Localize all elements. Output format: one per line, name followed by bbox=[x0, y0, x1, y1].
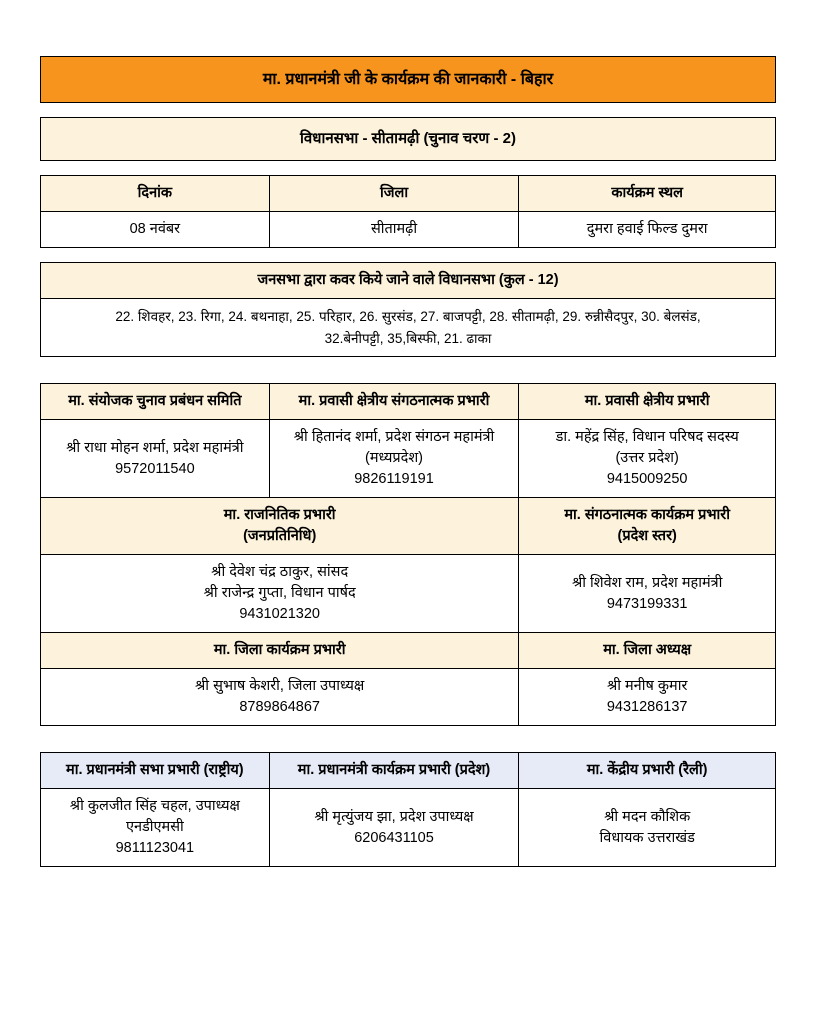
officials-district-program-phone: 8789864867 bbox=[239, 699, 320, 716]
event-district: सीतामढ़ी bbox=[269, 211, 519, 247]
officials-table bbox=[40, 383, 776, 726]
officials-convenor-phone: 9572011540 bbox=[115, 460, 195, 477]
officials-header-organizational bbox=[519, 498, 776, 555]
title-table bbox=[40, 56, 776, 103]
officials-cell-pravasi-regional bbox=[519, 420, 776, 498]
officials-organizational-name: श्री शिवेश राम, प्रदेश महामंत्री bbox=[571, 574, 723, 591]
title-row bbox=[41, 57, 776, 103]
officials-pravasi-org-state: (मध्यप्रदेश) bbox=[365, 450, 424, 467]
officials-political-name-2: श्री राजेन्द्र गुप्ता, विधान पार्षद bbox=[203, 585, 356, 602]
officials-district-program-name: श्री सुभाष केशरी, जिला उपाध्यक्ष bbox=[195, 678, 365, 695]
officials-political-phone: 9431021320 bbox=[239, 606, 320, 623]
officials-cell-convenor bbox=[41, 420, 270, 498]
event-date: 08 नवंबर bbox=[41, 211, 270, 247]
officials-pravasi-org-phone: 9826119191 bbox=[354, 471, 434, 488]
officials-cell-district-president bbox=[519, 669, 776, 726]
officials-row1-body bbox=[41, 420, 776, 498]
officials-district-president-name: श्री मनीष कुमार bbox=[606, 678, 688, 695]
event-header-district: जिला bbox=[269, 175, 519, 211]
officials-header-convenor: मा. संयोजक चुनाव प्रबंधन समिति bbox=[41, 384, 270, 420]
document-subtitle: विधानसभा - सीतामढ़ी (चुनाव चरण - 2) bbox=[41, 118, 776, 161]
national-body-row bbox=[41, 789, 776, 867]
officials-row2-header bbox=[41, 498, 776, 555]
officials-pravasi-regional-name: डा. महेंद्र सिंह, विधान परिषद सदस्य bbox=[555, 429, 739, 446]
officials-header-organizational-l1: मा. संगठनात्मक कार्यक्रम प्रभारी bbox=[564, 507, 730, 524]
officials-header-pravasi-org: मा. प्रवासी क्षेत्रीय संगठनात्मक प्रभारी bbox=[269, 384, 519, 420]
officials-organizational-phone: 9473199331 bbox=[606, 595, 688, 612]
national-cell-program bbox=[269, 789, 519, 867]
national-cell-central bbox=[519, 789, 776, 867]
coverage-line-2: 32.बेनीपट्टी, 35,बिस्फी, 21. ढाका bbox=[324, 330, 492, 346]
subtitle-table bbox=[40, 117, 776, 161]
national-cell-sabha bbox=[41, 789, 270, 867]
coverage-table bbox=[40, 262, 776, 357]
officials-cell-pravasi-org bbox=[269, 420, 519, 498]
officials-header-district-president: मा. जिला अध्यक्ष bbox=[519, 633, 776, 669]
section-spacer bbox=[40, 371, 776, 383]
officials-row3-header bbox=[41, 633, 776, 669]
event-table bbox=[40, 175, 776, 248]
national-sabha-name: श्री कुलजीत सिंह चहल, उपाध्यक्ष bbox=[69, 798, 240, 815]
national-header-program: मा. प्रधानमंत्री कार्यक्रम प्रभारी (प्रदेश) bbox=[269, 753, 519, 789]
officials-row3-body bbox=[41, 669, 776, 726]
event-data-row bbox=[41, 211, 776, 247]
event-venue: दुमरा हवाई फिल्ड दुमरा bbox=[519, 211, 776, 247]
officials-row1-header bbox=[41, 384, 776, 420]
national-header-sabha: मा. प्रधानमंत्री सभा प्रभारी (राष्ट्रीय) bbox=[41, 753, 270, 789]
national-sabha-org: एनडीएमसी bbox=[125, 819, 184, 836]
national-program-phone: 6206431105 bbox=[354, 829, 434, 846]
coverage-header: जनसभा द्वारा कवर किये जाने वाले विधानसभा (कुल - 12) bbox=[41, 262, 776, 298]
officials-header-political-l2: (जनप्रतिनिधि) bbox=[243, 528, 317, 545]
officials-cell-political bbox=[41, 555, 519, 633]
coverage-body-row bbox=[41, 298, 776, 356]
officials-convenor-name: श्री राधा मोहन शर्मा, प्रदेश महामंत्री bbox=[66, 439, 244, 456]
event-header-row bbox=[41, 175, 776, 211]
document-title: मा. प्रधानमंत्री जी के कार्यक्रम की जानकारी - बिहार bbox=[41, 57, 776, 103]
national-header-central: मा. केंद्रीय प्रभारी (रैली) bbox=[519, 753, 776, 789]
national-central-name: श्री मदन कौशिक bbox=[604, 808, 691, 825]
officials-district-president-phone: 9431286137 bbox=[606, 699, 688, 716]
officials-cell-district-program bbox=[41, 669, 519, 726]
officials-political-name-1: श्री देवेश चंद्र ठाकुर, सांसद bbox=[211, 564, 349, 581]
officials-cell-organizational bbox=[519, 555, 776, 633]
event-header-date: दिनांक bbox=[41, 175, 270, 211]
officials-pravasi-org-name: श्री हितानंद शर्मा, प्रदेश संगठन महामंत्री bbox=[293, 429, 495, 446]
officials-row2-body bbox=[41, 555, 776, 633]
coverage-line-1: 22. शिवहर, 23. रिगा, 24. बथनाहा, 25. परिहार, 26. सुरसंड, 27. बाजपट्टी, 28. सीतामढ़ी, 29. रुन्नीसैदपुर, 30. बेलसंड, bbox=[115, 308, 701, 324]
coverage-header-row bbox=[41, 262, 776, 298]
national-central-role: विधायक उत्तराखंड bbox=[599, 829, 695, 846]
officials-header-political bbox=[41, 498, 519, 555]
officials-header-organizational-l2: (प्रदेश स्तर) bbox=[617, 528, 677, 545]
national-program-name: श्री मृत्युंजय झा, प्रदेश उपाध्यक्ष bbox=[314, 808, 474, 825]
officials-pravasi-regional-phone: 9415009250 bbox=[606, 471, 688, 488]
section-spacer-2 bbox=[40, 740, 776, 752]
subtitle-row bbox=[41, 118, 776, 161]
coverage-list bbox=[41, 298, 776, 356]
officials-header-pravasi-regional: मा. प्रवासी क्षेत्रीय प्रभारी bbox=[519, 384, 776, 420]
national-sabha-phone: 9811123041 bbox=[115, 840, 195, 857]
national-header-row bbox=[41, 753, 776, 789]
officials-header-district-program: मा. जिला कार्यक्रम प्रभारी bbox=[41, 633, 519, 669]
officials-pravasi-regional-state: (उत्तर प्रदेश) bbox=[615, 450, 679, 467]
event-header-venue: कार्यक्रम स्थल bbox=[519, 175, 776, 211]
national-table bbox=[40, 752, 776, 867]
officials-header-political-l1: मा. राजनितिक प्रभारी bbox=[223, 507, 336, 524]
